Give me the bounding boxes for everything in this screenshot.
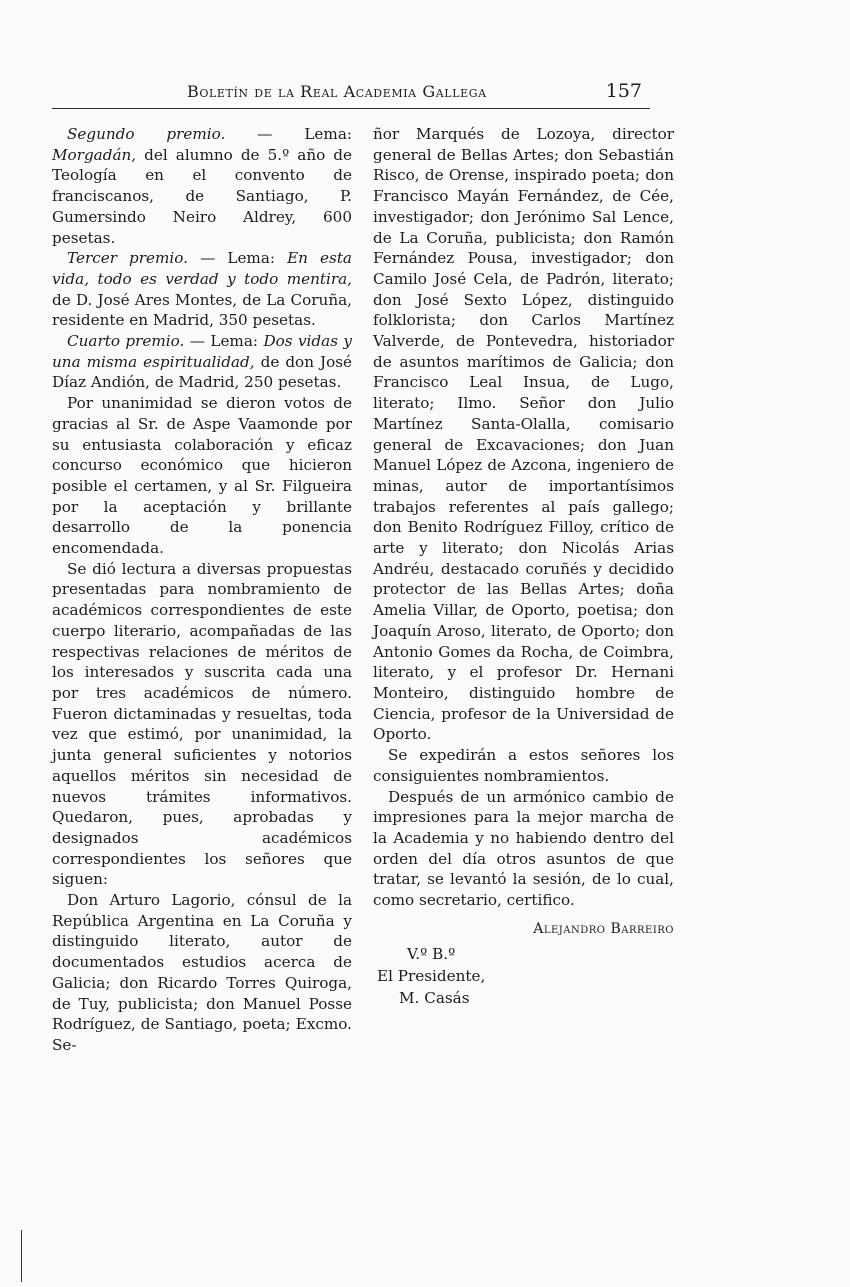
secretary-signature: Alejandro Barreiro — [533, 920, 674, 937]
paragraph-fourth-prize: Cuarto premio. — Lema: Dos vidas y una misma espiritualidad, de don José Díaz Andión, de Madrid, 250 pesetas. — [52, 332, 352, 392]
paragraph-text: del alumno de 5.º año de Teología en el convento de franciscanos, de Santiago, P. Gumersindo Neiro Aldrey, 600 pesetas. — [52, 145, 352, 247]
approval-role: El Presidente, — [377, 967, 486, 986]
approval-block — [373, 943, 674, 1009]
paragraph-second-prize: Segundo premio. — Lema: Morgadán, del alumno de 5.º año de Teología en el convento de franciscanos, de Santiago, P. Gumersindo Neiro Aldrey, 600 pesetas. — [52, 125, 352, 247]
left-column — [52, 124, 352, 1056]
prize-label: Segundo premio. — [67, 125, 226, 143]
paragraph-closing: Después de un armónico cambio de impresiones para la mejor marcha de la Academia y no habiendo dentro del orden del día otros asuntos de que tratar, se levantó la sesión, de lo cual, como secretario, certifico. — [373, 787, 674, 910]
paragraph-proposals: Se dió lectura a diversas propuestas presentadas para nombramiento de académicos correspondientes de este cuerpo literario, acompañadas de las respectivas relaciones de méritos de los interesados y suscrita cada una por tres académicos de número. Fueron dictaminadas y resueltas, toda vez que estimó, por unanimidad, la junta general suficientes y notorios aquellos méritos sin necesidad de nuevos trámites informativos. Quedaron, pues, aprobadas y designados académicos correspondientes los señores que siguen: — [52, 559, 352, 889]
prize-motto: Morgadán, — [52, 145, 137, 164]
prize-motto: Dos vidas y una misma espiritualidad, — [52, 332, 352, 371]
page-number: 157 — [605, 80, 642, 102]
paragraph-thanks: Por unanimidad se dieron votos de gracias al Sr. de Aspe Vaamonde por su entusiasta colaboración y eficaz concurso económico que hicieron posible el certamen, y al Sr. Filgueira por la aceptación y brillante desarrollo de la ponencia encomendada. — [52, 394, 352, 558]
prize-label: Cuarto premio. — [67, 332, 185, 351]
right-column — [373, 124, 674, 1009]
running-title: Boletín de la Real Academia Gallega — [187, 82, 487, 101]
paragraph-third-prize: Tercer premio. — Lema: En esta vida, todo es verdad y todo mentira, de D. José Ares Montes, de La Coruña, residente en Madrid, 350 pesetas. — [52, 249, 352, 330]
paragraph-text: de D. José Ares Montes, de La Coruña, residente en Madrid, 350 pesetas. — [52, 290, 352, 330]
paragraph-text: de don José Díaz Andión, de Madrid, 250 pesetas. — [52, 352, 352, 392]
page-header — [52, 80, 650, 109]
prize-label: Tercer premio. — [67, 249, 188, 268]
paragraph-appointees: Don Arturo Lagorio, cónsul de la República Argentina en La Coruña y distinguido literato, autor de documentados estudios acerca de Galicia; don Ricardo Torres Quiroga, de Tuy, publicista; don Manuel Posse Rodríguez, de Santiago, poeta; Excmo. Se- — [52, 891, 352, 1054]
paragraph-appointees-continued: ñor Marqués de Lozoya, director general de Bellas Artes; don Sebastián Risco, de Orense, inspirado poeta; don Francisco Mayán Fernández, de Cée, investigador; don Jerónimo Sal Lence, de La Coruña, publicista; don Ramón Fernández Pousa, investigador; don Camilo José Cela, de Padrón, literato; don José Sexto López, distinguido folklorista; don Carlos Martínez Valverde, de Pontevedra, historiador de asuntos marítimos de Galicia; don Francisco Leal Insua, de Lugo, literato; Ilmo. Señor don Julio Martínez Santa-Olalla, comisario general de Excavaciones; don Juan Manuel López de Azcona, ingeniero de minas, autor de importantísimos trabajos referentes al país gallego; don Benito Rodríguez Filloy, crítico de arte y literato; don Nicolás Arias Andréu, destacado coruñés y decidido protector de las Bellas Artes; doña Amelia Villar, de Oporto, poetisa; don Joaquín Aroso, literato, de Oporto; don Antonio Gomes da Rocha, de Coimbra, literato, y el profesor Dr. Hernani Monteiro, distinguido hombre de Ciencia, profesor de la Universidad de Oporto. — [373, 125, 674, 744]
approval-vb: V.º B.º — [407, 945, 456, 964]
paragraph-appointments: Se expedirán a estos señores los consiguientes nombramientos. — [373, 746, 674, 785]
scan-edge-mark — [21, 1230, 22, 1282]
prize-motto: En esta vida, todo es verdad y todo mentira, — [52, 249, 352, 288]
approval-name: M. Casás — [399, 989, 470, 1008]
